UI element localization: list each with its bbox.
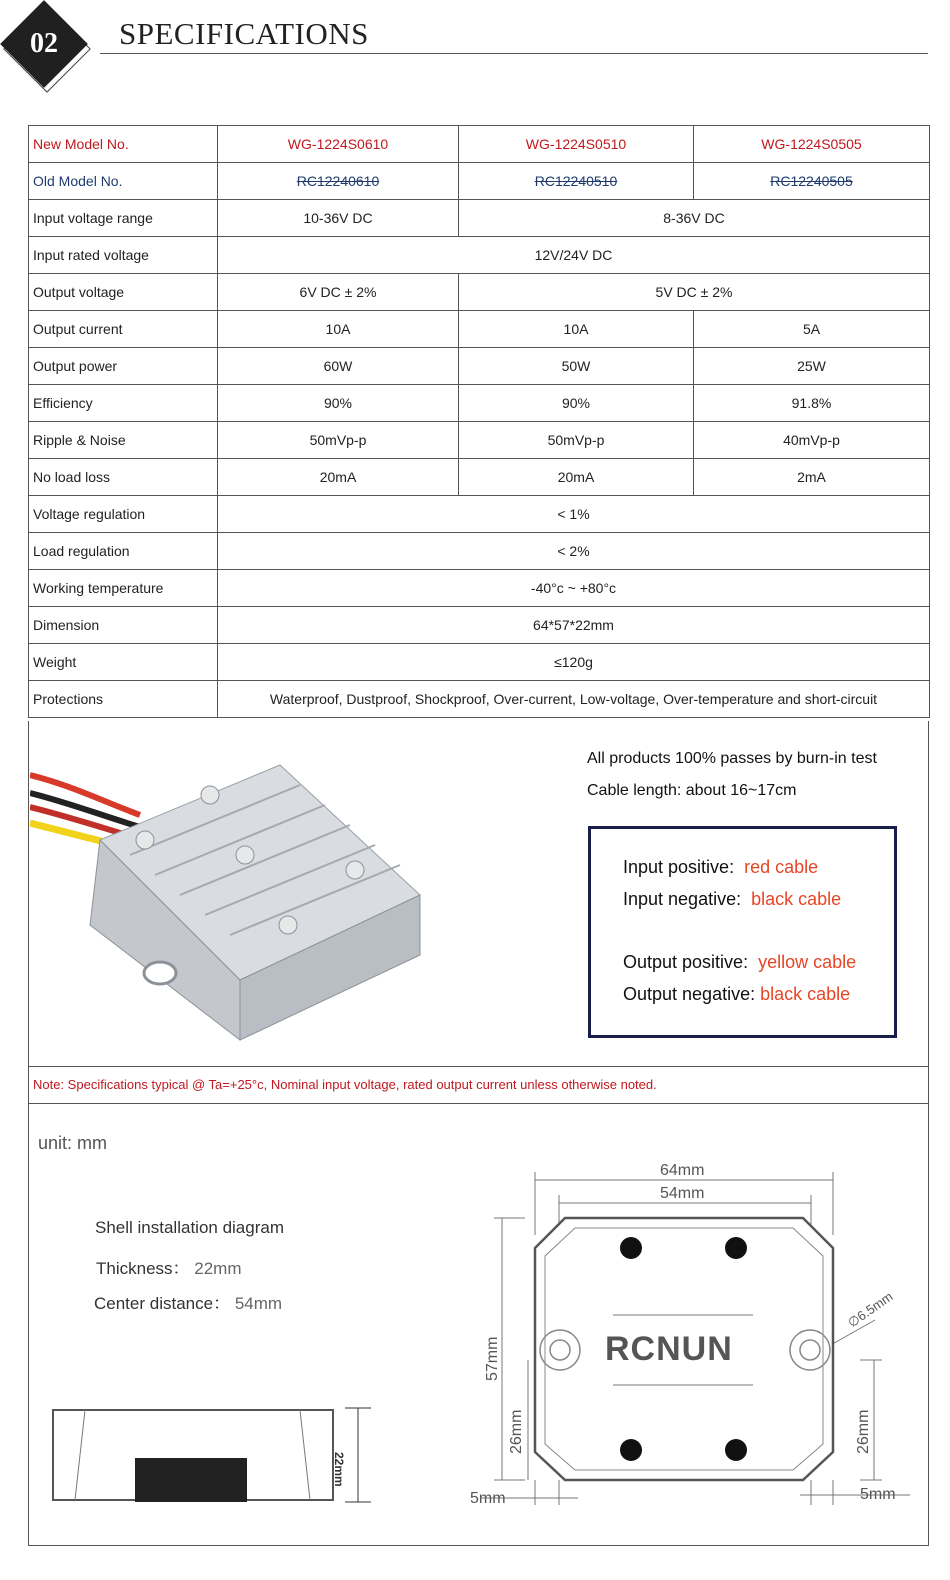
cell: 10-36V DC: [218, 200, 459, 237]
screw-dot: [725, 1237, 747, 1259]
cable-label: Output negative:: [623, 984, 756, 1004]
thickness-value: 22mm: [194, 1259, 242, 1278]
row-label: No load loss: [29, 459, 218, 496]
cell: [218, 163, 459, 200]
burn-in-text: All products 100% passes by burn-in test: [587, 750, 877, 767]
side-bevel: [300, 1410, 310, 1500]
table-row: [29, 533, 930, 570]
center-distance-label: Center distance：: [94, 1294, 231, 1313]
cell: 25W: [694, 348, 930, 385]
row-label: Ripple & Noise: [29, 422, 218, 459]
note-row: [28, 1066, 929, 1104]
screw-head: [346, 861, 364, 879]
old-model-value: RC12240505: [770, 173, 853, 189]
row-label: Output current: [29, 311, 218, 348]
row-label: Input voltage range: [29, 200, 218, 237]
screw-head: [136, 831, 154, 849]
cell: 20mA: [459, 459, 694, 496]
cell: 10A: [218, 311, 459, 348]
screw-dot: [620, 1237, 642, 1259]
table-row: [29, 570, 930, 607]
row-label: Efficiency: [29, 385, 218, 422]
row-label: Working temperature: [29, 570, 218, 607]
table-row: [29, 496, 930, 533]
screw-dot: [620, 1439, 642, 1461]
cell: 40mVp-p: [694, 422, 930, 459]
screw-head: [279, 916, 297, 934]
table-row: [29, 311, 930, 348]
table-row: [29, 200, 930, 237]
table-row: [29, 459, 930, 496]
shell-title: Shell installation diagram: [95, 1218, 284, 1237]
cell: -40°c ~ +80°c: [218, 570, 930, 607]
brand-logo: RCNUN: [605, 1330, 733, 1368]
row-label: Voltage regulation: [29, 496, 218, 533]
section-header: [0, 0, 950, 110]
cable-value: black cable: [751, 889, 842, 909]
cell: 50mVp-p: [459, 422, 694, 459]
table-row: [29, 607, 930, 644]
row-label: Protections: [29, 681, 218, 718]
cell: ≤120g: [218, 644, 930, 681]
table-row: [29, 385, 930, 422]
cable-label: Input positive:: [623, 857, 735, 877]
table-row: [29, 681, 930, 718]
margin-left-label: 5mm: [470, 1490, 506, 1507]
cell: [694, 163, 930, 200]
cell: 10A: [459, 311, 694, 348]
side-height-label: 22mm: [332, 1452, 346, 1487]
cell: 2mA: [694, 459, 930, 496]
row-label: Output power: [29, 348, 218, 385]
row-label: Weight: [29, 644, 218, 681]
cell: 5V DC ± 2%: [459, 274, 930, 311]
cable-legend-item: [623, 857, 818, 878]
unit-label: unit: mm: [38, 1133, 108, 1153]
cell: 60W: [218, 348, 459, 385]
side-connector: [135, 1458, 247, 1502]
row-label: Output voltage: [29, 274, 218, 311]
cable-length-text: Cable length: about 16~17cm: [587, 782, 797, 799]
height-half-left-label: 26mm: [508, 1409, 525, 1454]
cable-label: Input negative:: [623, 889, 742, 909]
cell: [459, 163, 694, 200]
header-rule: [100, 53, 928, 54]
table-row: [29, 126, 930, 163]
cell: Waterproof, Dustproof, Shockproof, Over-current, Low-voltage, Over-temperature and short-circuit: [218, 681, 930, 718]
margin-right-label: 5mm: [860, 1486, 896, 1503]
cell: 20mA: [218, 459, 459, 496]
table-row: [29, 422, 930, 459]
cell: WG-1224S0505: [694, 126, 930, 163]
center-distance-value: 54mm: [234, 1294, 283, 1313]
cell: 12V/24V DC: [218, 237, 930, 274]
cable-value: red cable: [744, 857, 819, 877]
section-number: 02: [30, 28, 58, 59]
center-distance-row: [94, 1289, 282, 1314]
cell: 90%: [459, 385, 694, 422]
cell: 91.8%: [694, 385, 930, 422]
screw-head: [236, 846, 254, 864]
row-label: New Model No.: [29, 126, 218, 163]
cell: < 1%: [218, 496, 930, 533]
cell: 64*57*22mm: [218, 607, 930, 644]
cell: 8-36V DC: [459, 200, 930, 237]
table-row: [29, 348, 930, 385]
height-total-label: 57mm: [484, 1336, 501, 1381]
cell: 5A: [694, 311, 930, 348]
screw-head: [201, 786, 219, 804]
spec-note: Note: Specifications typical @ Ta=+25°c, Nominal input voltage, rated output current unless otherwise noted.: [33, 1077, 657, 1092]
old-model-value: RC12240610: [296, 173, 380, 189]
cell: < 2%: [218, 533, 930, 570]
side-bevel: [75, 1410, 85, 1500]
mount-hole: [144, 962, 176, 984]
section-title: SPECIFICATIONS: [119, 16, 369, 51]
cell: 50mVp-p: [218, 422, 459, 459]
width-inner-label: 54mm: [660, 1185, 705, 1202]
screw-dot: [725, 1439, 747, 1461]
cable-value: yellow cable: [758, 952, 857, 972]
cell: WG-1224S0610: [218, 126, 459, 163]
hole-diameter-label: ∅6.5mm: [845, 1288, 896, 1331]
row-label: Input rated voltage: [29, 237, 218, 274]
cell: 90%: [218, 385, 459, 422]
cable-legend-item: [623, 952, 856, 973]
cell: WG-1224S0510: [459, 126, 694, 163]
table-row: [29, 274, 930, 311]
thickness-label: Thickness：: [96, 1259, 190, 1278]
cell: 6V DC ± 2%: [218, 274, 459, 311]
row-label: Dimension: [29, 607, 218, 644]
cable-legend-item: [623, 889, 841, 910]
row-label: Load regulation: [29, 533, 218, 570]
row-label: Old Model No.: [29, 163, 218, 200]
product-image: [30, 735, 430, 1055]
table-row: [29, 644, 930, 681]
cable-legend-item: [623, 984, 850, 1005]
height-half-right-label: 26mm: [855, 1409, 872, 1454]
spec-table: [28, 125, 930, 718]
cable-label: Output positive:: [623, 952, 749, 972]
table-row: [29, 237, 930, 274]
cable-value: black cable: [760, 984, 851, 1004]
old-model-value: RC12240510: [534, 173, 618, 189]
thickness-row: [96, 1254, 242, 1279]
cell: 50W: [459, 348, 694, 385]
width-outer-label: 64mm: [660, 1162, 705, 1179]
table-row: [29, 163, 930, 200]
